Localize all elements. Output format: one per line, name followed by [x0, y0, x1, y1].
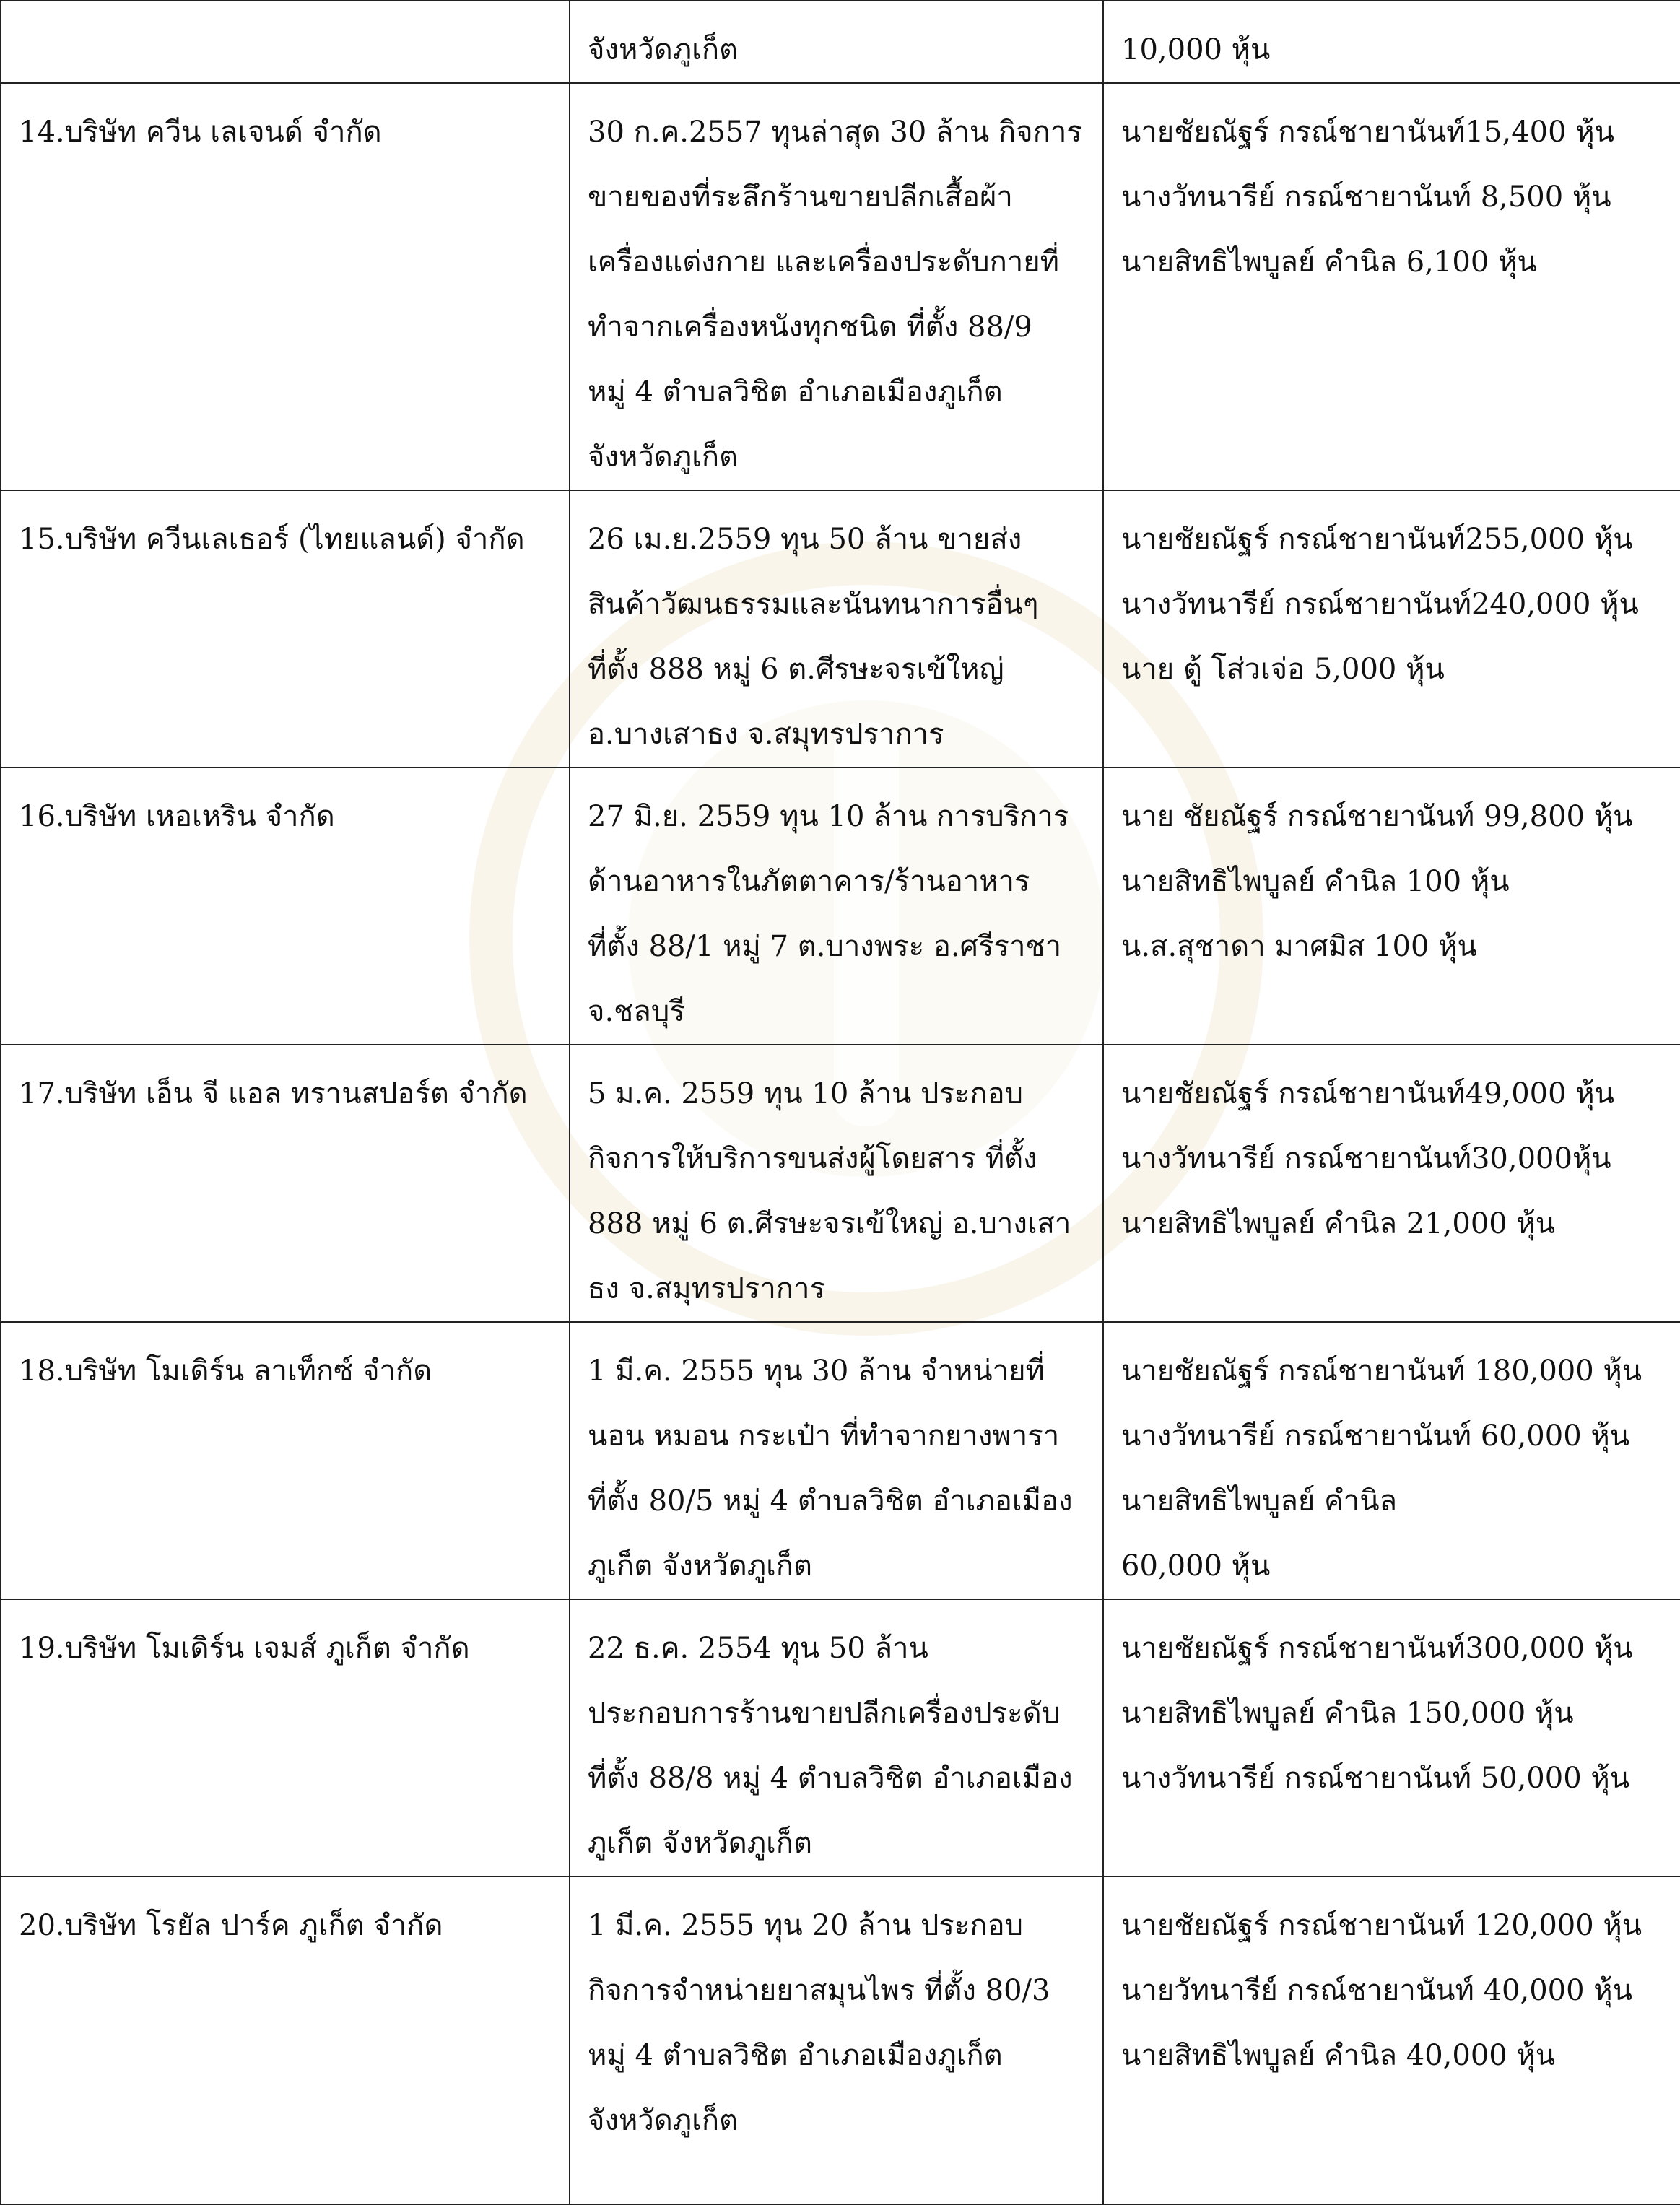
company-cell — [1, 1599, 570, 1876]
company-details — [588, 1616, 1087, 1876]
company-name — [19, 1616, 553, 1681]
shareholders-list — [1121, 784, 1664, 979]
text-line: 16.บริษัท เหอเหริน จำกัด — [19, 800, 335, 833]
company-details — [588, 1339, 1087, 1599]
table-row — [1, 1045, 1680, 1322]
text-line: 10,000 หุ้น — [1121, 33, 1271, 66]
shareholders-list — [1121, 1061, 1664, 1256]
text-line: กิจการจำหน่ายยาสมุนไพร ที่ตั้ง 80/3 — [588, 1974, 1050, 2007]
shareholders-list — [1121, 1616, 1664, 1811]
text-line: นายชัยณัฐร์ กรณ์ชายานันท์15,400 หุ้น — [1121, 116, 1614, 149]
company-cell — [1, 83, 570, 490]
shareholders-list — [1121, 507, 1664, 702]
company-name — [19, 1893, 553, 1958]
text-line: 17.บริษัท เอ็น จี แอล ทรานสปอร์ต จำกัด — [19, 1077, 528, 1110]
table-row — [1, 1599, 1680, 1876]
text-line: กิจการให้บริการขนส่งผู้โดยสาร ที่ตั้ง — [588, 1142, 1037, 1175]
company-cell — [1, 1322, 570, 1599]
company-cell — [1, 490, 570, 767]
company-cell — [1, 1, 570, 83]
text-line: ด้านอาหารในภัตตาคาร/ร้านอาหาร — [588, 865, 1030, 898]
company-details — [588, 1893, 1087, 2153]
text-line: 19.บริษัท โมเดิร์น เจมส์ ภูเก็ต จำกัด — [19, 1632, 470, 1665]
text-line: เครื่องแต่งกาย และเครื่องประดับกายที่ — [588, 245, 1060, 279]
text-line: หมู่ 4 ตำบลวิชิต อำเภอเมืองภูเก็ต — [588, 2039, 1003, 2072]
text-line: 5 ม.ค. 2559 ทุน 10 ล้าน ประกอบ — [588, 1077, 1024, 1110]
text-line: 18.บริษัท โมเดิร์น ลาเท็กซ์ จำกัด — [19, 1354, 432, 1388]
table-row — [1, 1, 1680, 83]
text-line: นายวัทนารีย์ กรณ์ชายานันท์ 40,000 หุ้น — [1121, 1974, 1632, 2007]
text-line: ที่ตั้ง 88/1 หมู่ 7 ต.บางพระ อ.ศรีราชา — [588, 930, 1062, 963]
text-line: นายชัยณัฐร์ กรณ์ชายานันท์ 120,000 หุ้น — [1121, 1909, 1642, 1942]
company-name — [19, 507, 553, 572]
text-line: นอน หมอน กระเป๋า ที่ทำจากยางพารา — [588, 1419, 1060, 1453]
text-line: นายสิทธิไพบูลย์ คำนิล 100 หุ้น — [1121, 865, 1510, 898]
text-line: ที่ตั้ง 80/5 หมู่ 4 ตำบลวิชิต อำเภอเมือง — [588, 1484, 1073, 1518]
company-name — [19, 784, 553, 849]
text-line: จังหวัดภูเก็ต — [588, 33, 739, 66]
text-line: 1 มี.ค. 2555 ทุน 20 ล้าน ประกอบ — [588, 1909, 1024, 1942]
text-line: จังหวัดภูเก็ต — [588, 440, 739, 474]
text-line: ประกอบการร้านขายปลีกเครื่องประดับ — [588, 1697, 1061, 1730]
text-line: 15.บริษัท ควีนเลเธอร์ (ไทยแลนด์) จำกัด — [19, 523, 525, 556]
shareholders-cell — [1103, 1876, 1680, 2204]
text-line: จ.ชลบุรี — [588, 995, 685, 1028]
shareholders-cell — [1103, 1599, 1680, 1876]
table-row — [1, 490, 1680, 767]
shareholders-cell — [1103, 490, 1680, 767]
text-line: ภูเก็ต จังหวัดภูเก็ต — [588, 1827, 812, 1860]
details-cell — [570, 1045, 1103, 1322]
text-line: นางวัทนารีย์ กรณ์ชายานันท์ 60,000 หุ้น — [1121, 1419, 1630, 1453]
text-line: จังหวัดภูเก็ต — [588, 2104, 739, 2137]
text-line: นางวัทนารีย์ กรณ์ชายานันท์240,000 หุ้น — [1121, 588, 1639, 621]
text-line: นายชัยณัฐร์ กรณ์ชายานันท์300,000 หุ้น — [1121, 1632, 1633, 1665]
company-name — [19, 1339, 553, 1404]
company-details — [588, 784, 1087, 1044]
text-line: นางวัทนารีย์ กรณ์ชายานันท์ 8,500 หุ้น — [1121, 181, 1611, 214]
company-details — [588, 17, 1087, 82]
shareholders-list — [1121, 17, 1664, 82]
details-cell — [570, 83, 1103, 490]
text-line: 26 เม.ย.2559 ทุน 50 ล้าน ขายส่ง — [588, 523, 1022, 556]
text-line: นาย ตู้ โส่วเจ่อ 5,000 หุ้น — [1121, 653, 1445, 686]
shareholders-cell — [1103, 767, 1680, 1045]
text-line: อ.บางเสาธง จ.สมุทรปราการ — [588, 718, 944, 751]
text-line: นายสิทธิไพบูลย์ คำนิล 150,000 หุ้น — [1121, 1697, 1574, 1730]
text-line: ธง จ.สมุทรปราการ — [588, 1272, 825, 1305]
text-line: นายชัยณัฐร์ กรณ์ชายานันท์49,000 หุ้น — [1121, 1077, 1614, 1110]
text-line: นาย ชัยณัฐร์ กรณ์ชายานันท์ 99,800 หุ้น — [1121, 800, 1633, 833]
company-details — [588, 507, 1087, 767]
text-line: นายชัยณัฐร์ กรณ์ชายานันท์ 180,000 หุ้น — [1121, 1354, 1642, 1388]
details-cell — [570, 490, 1103, 767]
company-cell — [1, 1876, 570, 2204]
text-line: ภูเก็ต จังหวัดภูเก็ต — [588, 1549, 812, 1583]
shareholders-list — [1121, 1893, 1664, 2088]
shareholders-list — [1121, 100, 1664, 295]
details-cell — [570, 1876, 1103, 2204]
text-line: สินค้าวัฒนธรรมและนันทนาการอื่นๆ — [588, 588, 1039, 621]
text-line: นายสิทธิไพบูลย์ คำนิล 40,000 หุ้น — [1121, 2039, 1556, 2072]
company-name — [19, 100, 553, 165]
text-line: 14.บริษัท ควีน เลเจนด์ จำกัด — [19, 116, 382, 149]
text-line: 30 ก.ค.2557 ทุนล่าสุด 30 ล้าน กิจการ — [588, 116, 1082, 149]
details-cell — [570, 1599, 1103, 1876]
text-line: 1 มี.ค. 2555 ทุน 30 ล้าน จำหน่ายที่ — [588, 1354, 1045, 1388]
text-line: นางวัทนารีย์ กรณ์ชายานันท์ 50,000 หุ้น — [1121, 1762, 1630, 1795]
shareholders-cell — [1103, 1045, 1680, 1322]
company-details — [588, 100, 1087, 490]
text-line: นายสิทธิไพบูลย์ คำนิล 21,000 หุ้น — [1121, 1207, 1556, 1240]
company-details — [588, 1061, 1087, 1321]
shareholders-cell — [1103, 83, 1680, 490]
table-row — [1, 1322, 1680, 1599]
text-line: ขายของที่ระลึกร้านขายปลีกเสื้อผ้า — [588, 181, 1013, 214]
details-cell — [570, 767, 1103, 1045]
text-line: นายชัยณัฐร์ กรณ์ชายานันท์255,000 หุ้น — [1121, 523, 1633, 556]
text-line: ทำจากเครื่องหนังทุกชนิด ที่ตั้ง 88/9 — [588, 310, 1032, 344]
table-row — [1, 767, 1680, 1045]
text-line: 20.บริษัท โรยัล ปาร์ค ภูเก็ต จำกัด — [19, 1909, 443, 1942]
text-line: ที่ตั้ง 88/8 หมู่ 4 ตำบลวิชิต อำเภอเมือง — [588, 1762, 1073, 1795]
text-line: 27 มิ.ย. 2559 ทุน 10 ล้าน การบริการ — [588, 800, 1069, 833]
company-name — [19, 1061, 553, 1126]
table-row — [1, 1876, 1680, 2204]
shareholders-cell — [1103, 1322, 1680, 1599]
details-cell — [570, 1, 1103, 83]
text-line: นายสิทธิไพบูลย์ คำนิล — [1121, 1484, 1398, 1518]
text-line: 22 ธ.ค. 2554 ทุน 50 ล้าน — [588, 1632, 928, 1665]
details-cell — [570, 1322, 1103, 1599]
table-row — [1, 83, 1680, 490]
table-body — [1, 1, 1680, 2204]
company-cell — [1, 767, 570, 1045]
text-line: 888 หมู่ 6 ต.ศีรษะจรเข้ใหญ่ อ.บางเสา — [588, 1207, 1071, 1240]
text-line: หมู่ 4 ตำบลวิชิต อำเภอเมืองภูเก็ต — [588, 375, 1003, 409]
text-line: ที่ตั้ง 888 หมู่ 6 ต.ศีรษะจรเข้ใหญ่ — [588, 653, 1004, 686]
company-cell — [1, 1045, 570, 1322]
shareholders-cell — [1103, 1, 1680, 83]
text-line: นายสิทธิไพบูลย์ คำนิล 6,100 หุ้น — [1121, 245, 1537, 279]
text-line: นางวัทนารีย์ กรณ์ชายานันท์30,000หุ้น — [1121, 1142, 1611, 1175]
text-line: น.ส.สุชาดา มาศมิส 100 หุ้น — [1121, 930, 1477, 963]
text-line: 60,000 หุ้น — [1121, 1549, 1271, 1583]
shareholders-list — [1121, 1339, 1664, 1599]
